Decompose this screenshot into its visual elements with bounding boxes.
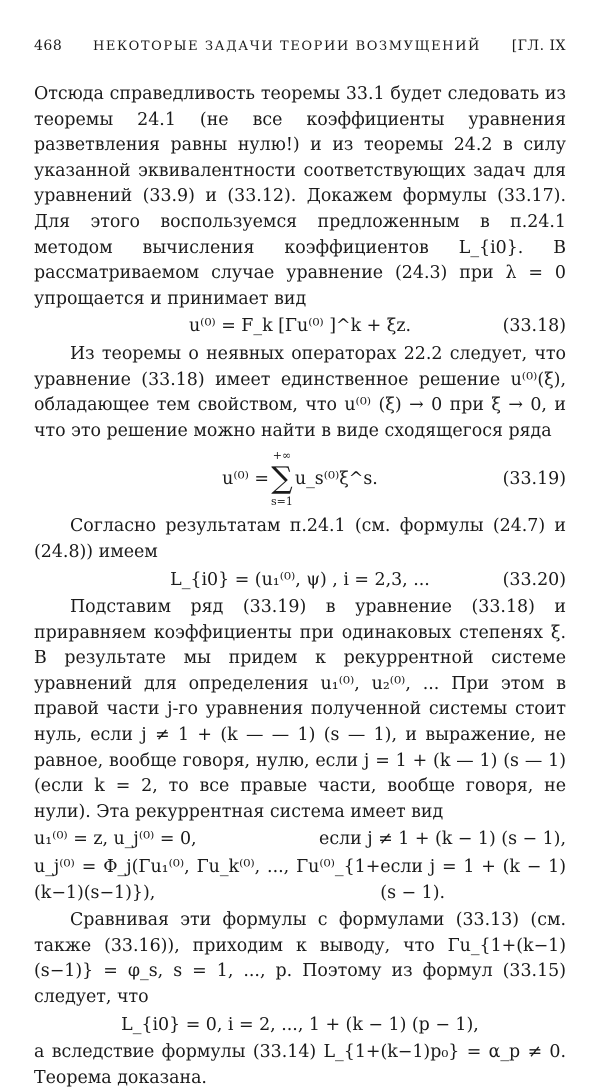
equation-33-20 bbox=[34, 568, 566, 594]
equation-33-20-formula: L_{i0} = (u₁⁽⁰⁾, ψ) , i = 2,3, ... bbox=[170, 569, 430, 590]
equation-33-18 bbox=[34, 314, 566, 340]
equation-33-19 bbox=[34, 444, 566, 514]
equation-33-18-number: (33.18) bbox=[502, 316, 566, 337]
sum-sign: ∑ bbox=[271, 461, 293, 497]
page-header bbox=[34, 38, 566, 54]
equation-final bbox=[34, 1013, 566, 1039]
running-title: НЕКОТОРЫЕ ЗАДАЧИ ТЕОРИИ ВОЗМУЩЕНИЙ bbox=[92, 39, 481, 54]
equation-33-20-number: (33.20) bbox=[502, 569, 566, 590]
page-body bbox=[34, 82, 566, 1091]
paragraph-6: а вследствие формулы (33.14) L_{1+(k−1)p₀} = α_p ≠ 0. Теорема доказана. bbox=[34, 1042, 566, 1088]
paragraph-2: Из теоремы о неявных операторах 22.2 следует, что уравнение (33.18) имеет единственное решение u⁽⁰⁾(ξ), обладающее тем свойством, что u⁽⁰⁾ (ξ) → 0 при ξ → 0, и что это решение можно найти в виде сходящегося ряда bbox=[34, 343, 566, 441]
system-line-2-left: u_j⁽⁰⁾ = Φ_j(Γu₁⁽⁰⁾, Γu_k⁽⁰⁾, ..., Γu⁽⁰⁾_{1+(k−1)(s−1)}), bbox=[34, 857, 381, 903]
sum-lower-limit: s=1 bbox=[271, 495, 293, 509]
paragraph-4: Подставим ряд (33.19) в уравнение (33.18) и приравняем коэффициенты при одинаковых степенях ξ. В результате мы придем к рекуррентной системе уравнений для определения u₁⁽⁰⁾, u₂⁽⁰⁾, ... При этом в правой части j-го уравнения полученной системы стоит нуль, если j ≠ 1 + (k — — 1) (s — 1), и выражение, не равное, вообще говоря, нулю, если j = 1 + (k — 1) (s — 1) (если k = 2, то все правые части, вообще говоря, не нули). Эта рекуррентная система имеет вид bbox=[34, 597, 566, 822]
system-line-2 bbox=[34, 855, 566, 906]
equation-33-19-lhs: u⁽⁰⁾ = bbox=[222, 468, 269, 489]
equation-33-18-formula: u⁽⁰⁾ = F_k [Γu⁽⁰⁾ ]^k + ξz. bbox=[188, 316, 412, 337]
equation-33-19-number: (33.19) bbox=[502, 468, 566, 489]
system-line-1 bbox=[34, 827, 566, 853]
system-line-2-right: если j = 1 + (k − 1) (s − 1). bbox=[380, 857, 566, 903]
equation-33-19-rhs: u_s⁽⁰⁾ξ^s. bbox=[294, 468, 378, 489]
summation bbox=[271, 449, 293, 509]
sum-upper-limit: +∞ bbox=[272, 449, 292, 463]
equation-final-formula: L_{i0} = 0, i = 2, ..., 1 + (k − 1) (p − 1), bbox=[121, 1014, 479, 1035]
paragraph-3: Согласно результатам п.24.1 (см. формулы (24.7) и (24.8)) имеем bbox=[34, 516, 566, 562]
paragraph-1: Отсюда справедливость теоремы 33.1 будет следовать из теоремы 24.1 (не все коэффициенты уравнения разветвления равны нулю!) и из теоремы 24.2 в силу указанной эквивалентности соответствующих задач для уравнений (33.9) и (33.12). Докажем формулы (33.17). Для этого воспользуемся предложенным в п.24.1 методом вычисления коэффициентов L_{i0}. В рассматриваемом случае уравнение (24.3) при λ = 0 упрощается и принимает вид bbox=[34, 84, 566, 309]
chapter-label: [ГЛ. IX bbox=[511, 38, 566, 54]
paragraph-5: Сравнивая эти формулы с формулами (33.13) (см. также (33.16)), приходим к выводу, что Γu_{1+(k−1)(s−1)} = φ_s, s = 1, ..., p. Поэтому из формул (33.15) следует, что bbox=[34, 910, 566, 1007]
system-line-1-left: u₁⁽⁰⁾ = z, u_j⁽⁰⁾ = 0, bbox=[34, 829, 197, 850]
system-line-1-right: если j ≠ 1 + (k − 1) (s − 1), bbox=[319, 829, 566, 850]
page-number: 468 bbox=[34, 38, 63, 54]
